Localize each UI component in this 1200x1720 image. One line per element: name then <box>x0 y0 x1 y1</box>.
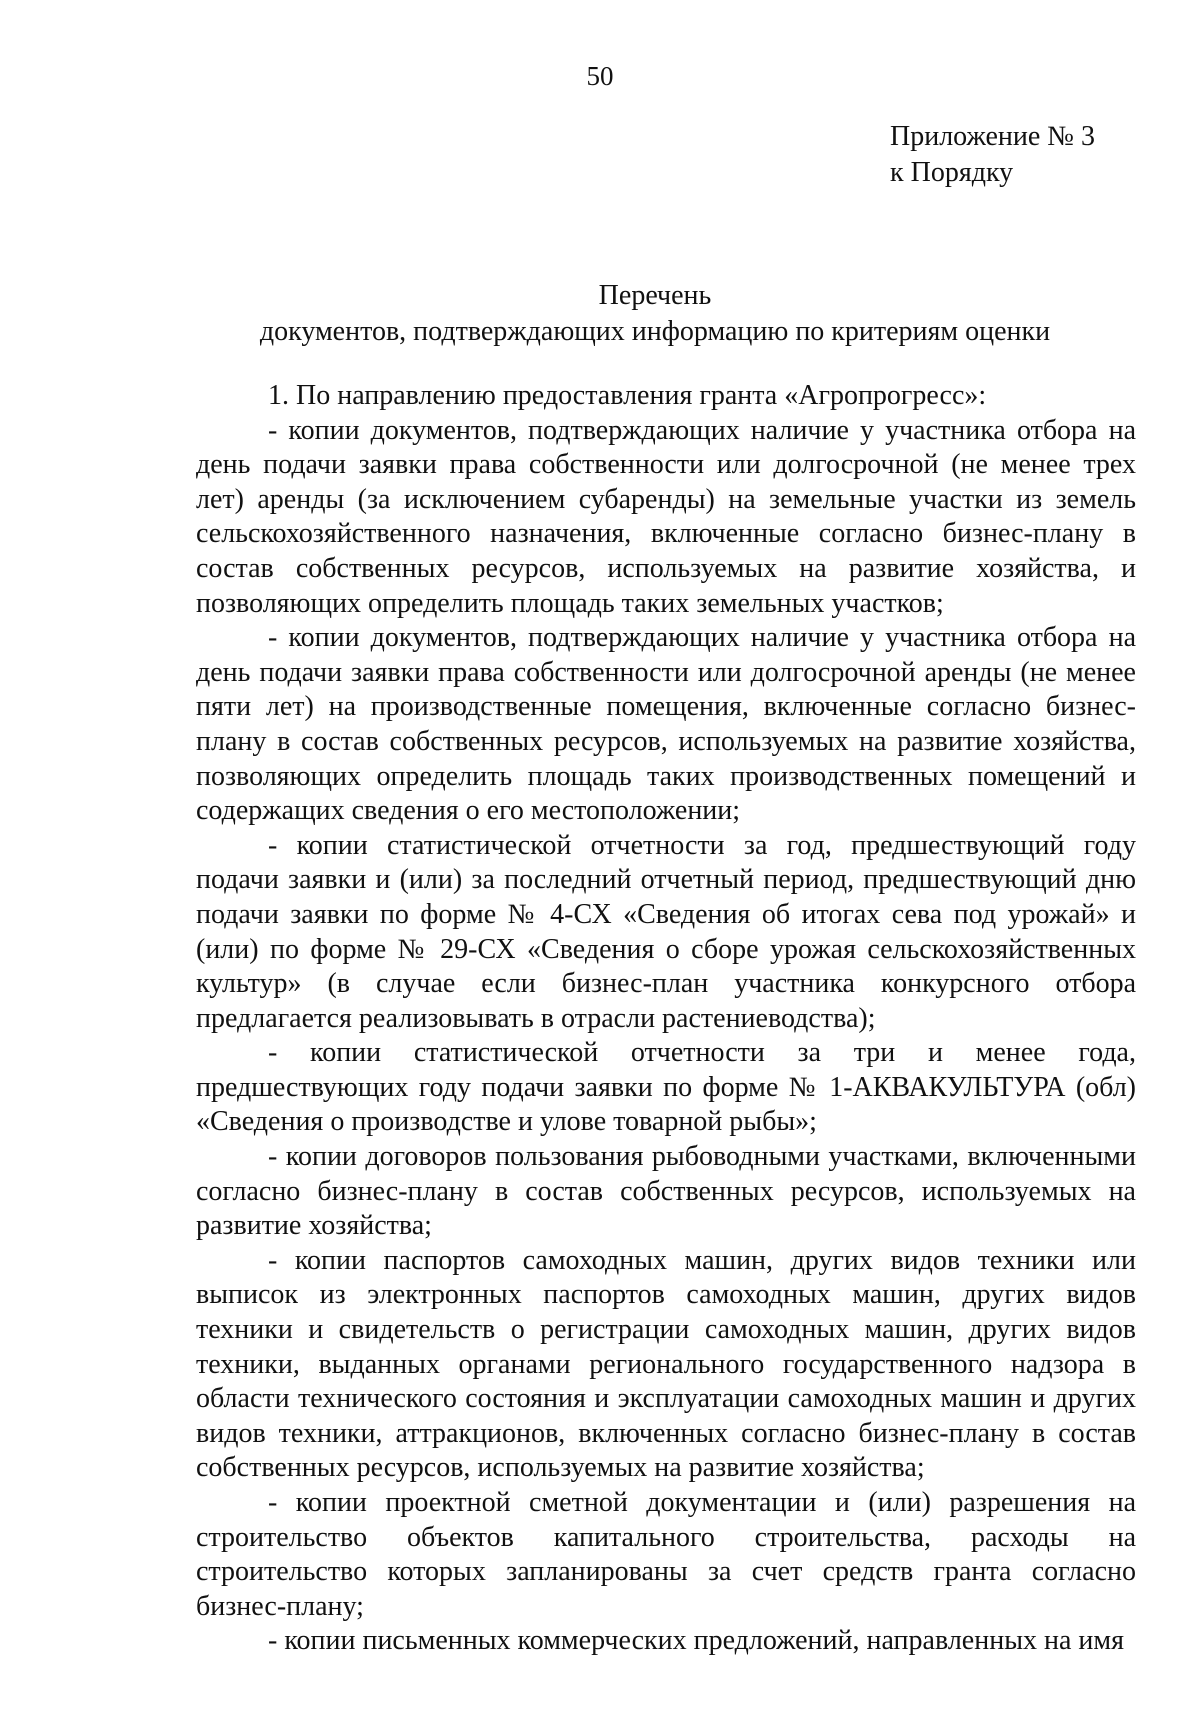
document-body <box>196 379 1136 1659</box>
appendix-reference <box>890 119 1095 191</box>
appendix-number: Приложение № 3 <box>890 121 1095 152</box>
section-heading: 1. По направлению предоставления гранта «Агропрогресс»: <box>268 380 987 411</box>
document-title <box>180 278 1130 350</box>
title-line-2: документов, подтверждающих информацию по критериям оценки <box>259 316 1051 347</box>
title-line-1: Перечень <box>598 280 712 311</box>
list-item: - копии статистической отчетности за год, предшествующий году подачи заявки и (или) за последний отчетный период, предшествующий дню подачи заявки по форме № 4-СХ «Сведения об итогах сева под урожай» и (или) по форме № 29-СХ «Сведения о сборе урожая сельскохозяйственных культур» (в случае если бизнес-план участника конкурсного отбора предлагается реализовывать в отрасли растениеводства); <box>196 829 1136 1034</box>
appendix-to-order: к Порядку <box>890 157 1014 188</box>
list-item: - копии проектной сметной документации и (или) разрешения на строительство объектов капитального строительства, расходы на строительство которых запланированы за счет средств гранта согласно бизнес-плану; <box>196 1487 1136 1622</box>
page-number: 50 <box>586 61 614 91</box>
list-item: - копии письменных коммерческих предложений, направленных на имя <box>268 1625 1124 1657</box>
list-item: - копии паспортов самоходных машин, других видов техники или выписок из электронных паспортов самоходных машин, других видов техники и свидетельств о регистрации самоходных машин, других видов техники, выданных органами регионального государственного надзора в области технического состояния и эксплуатации самоходных машин и других видов техники, аттракционов, включенных согласно бизнес-плану в состав собственных ресурсов, используемых на развитие хозяйства; <box>196 1244 1136 1484</box>
list-item: - копии документов, подтверждающих наличие у участника отбора на день подачи заявки права собственности или долгосрочной аренды (не менее пяти лет) на производственные помещения, включенные согласно бизнес-плану в состав собственных ресурсов, используемых на развитие хозяйства, позволяющих определить площадь таких производственных помещений и содержащих сведения о его местоположении; <box>196 622 1136 827</box>
list-item: - копии договоров пользования рыбоводными участками, включенными согласно бизнес-плану в состав собственных ресурсов, используемых на развитие хозяйства; <box>196 1141 1136 1242</box>
list-item: - копии документов, подтверждающих наличие у участника отбора на день подачи заявки права собственности или долгосрочной (не менее трех лет) аренды (за исключением субаренды) на земельные участки из земель сельскохозяйственного назначения, включенные согласно бизнес-плану в состав собственных ресурсов, используемых на развитие хозяйства, и позволяющих определить площадь таких земельных участков; <box>196 414 1136 619</box>
list-item: - копии статистической отчетности за три и менее года, предшествующих году подачи заявки по форме № 1-АКВАКУЛЬТУРА (обл) «Сведения о производстве и улове товарной рыбы»; <box>196 1037 1136 1138</box>
